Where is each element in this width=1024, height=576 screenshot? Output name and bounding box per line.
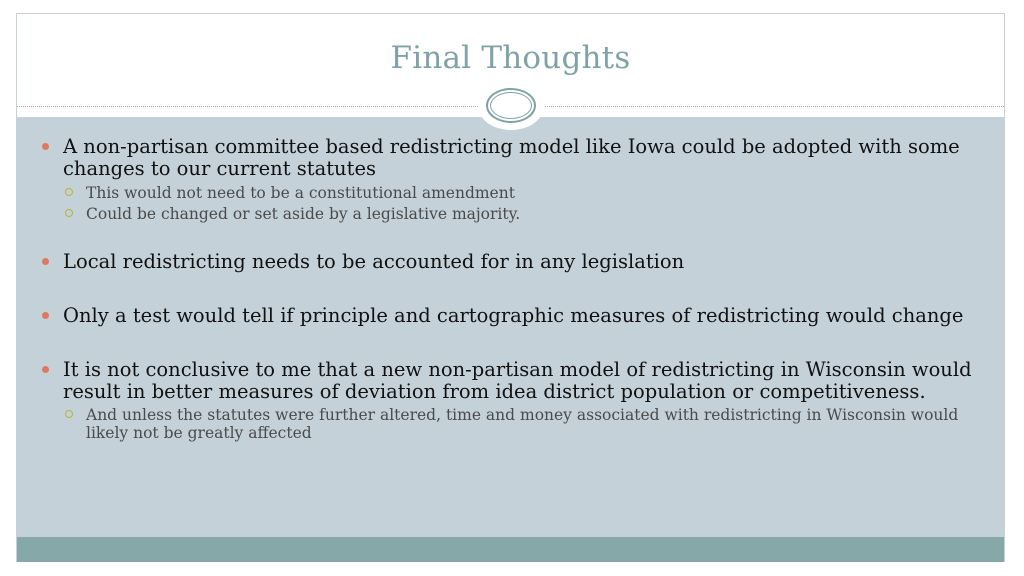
ornament-inner-ring	[490, 92, 532, 119]
bullet-text: Only a test would tell if principle and cartographic measures of redistricting would change	[63, 304, 964, 327]
bullet-item	[40, 251, 985, 273]
bullet-dot-icon	[42, 258, 49, 265]
sub-bullet-item	[40, 184, 985, 202]
bullet-dot-icon	[42, 143, 49, 150]
bullet-item	[40, 359, 985, 403]
footer-bar	[17, 537, 1004, 562]
slide-title: Final Thoughts	[390, 40, 631, 76]
bullet-item	[40, 136, 985, 180]
sub-bullet-item	[40, 205, 985, 223]
sub-bullet-text: This would not need to be a constitutional amendment	[86, 184, 515, 202]
sub-bullet-text: Could be changed or set aside by a legislative majority.	[86, 205, 521, 223]
bullet-text: It is not conclusive to me that a new non-partisan model of redistricting in Wisconsin would result in better measures of deviation from idea district population or competitiveness.	[63, 358, 972, 403]
sub-bullet-ring-icon	[65, 209, 73, 217]
bullet-list	[40, 136, 985, 442]
bullet-dot-icon	[42, 312, 49, 319]
sub-bullet-item	[40, 406, 985, 442]
bullet-text: Local redistricting needs to be accounted for in any legislation	[63, 250, 685, 273]
sub-bullet-ring-icon	[65, 410, 73, 418]
bullet-text: A non-partisan committee based redistricting model like Iowa could be adopted with some changes to our current statutes	[63, 135, 960, 180]
sub-bullet-text: And unless the statutes were further altered, time and money associated with redistricting in Wisconsin would likely not be greatly affected	[86, 406, 959, 442]
bullet-dot-icon	[42, 366, 49, 373]
bullet-item	[40, 305, 985, 327]
sub-bullet-ring-icon	[65, 188, 73, 196]
